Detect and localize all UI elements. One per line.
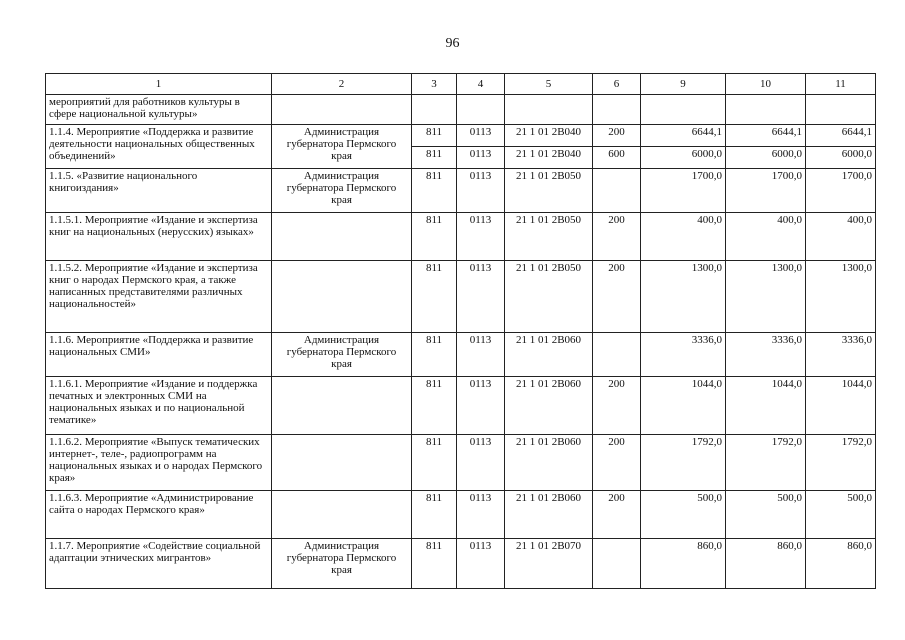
executor: Администрация губернатора Пермского края [272,333,412,377]
table-row [46,333,876,377]
col11-amount: 1044,0 [806,377,876,435]
col9-amount: 1044,0 [641,377,726,435]
col5-target-code: 21 1 01 2В040 [505,147,593,169]
col4-section-code: 0113 [457,213,505,261]
col3-admin-code: 811 [412,491,457,539]
col11-amount: 400,0 [806,213,876,261]
header-cell-5: 5 [505,74,593,95]
col10-amount: 400,0 [726,213,806,261]
col6-expense-type: 200 [593,261,641,333]
col10-amount [726,95,806,125]
col6-expense-type [593,95,641,125]
col11-amount: 860,0 [806,539,876,589]
col9-amount: 500,0 [641,491,726,539]
col5-target-code: 21 1 01 2В050 [505,261,593,333]
col11-amount: 6000,0 [806,147,876,169]
table-row [46,125,876,147]
table-row [46,169,876,213]
col6-expense-type [593,333,641,377]
col9-amount: 400,0 [641,213,726,261]
col5-target-code: 21 1 01 2В050 [505,169,593,213]
header-cell-6: 6 [593,74,641,95]
col10-amount: 1792,0 [726,435,806,491]
col10-amount: 3336,0 [726,333,806,377]
col4-section-code: 0113 [457,261,505,333]
col5-target-code: 21 1 01 2В040 [505,125,593,147]
col3-admin-code: 811 [412,435,457,491]
col6-expense-type: 200 [593,435,641,491]
header-row [46,74,876,95]
activity-name: 1.1.6. Мероприятие «Поддержка и развитие национальных СМИ» [46,333,272,377]
header-cell-1: 1 [46,74,272,95]
col3-admin-code: 811 [412,333,457,377]
col9-amount: 6000,0 [641,147,726,169]
col4-section-code: 0113 [457,377,505,435]
activity-name: 1.1.6.1. Мероприятие «Издание и поддержка печатных и электронных СМИ на национальных языках и по национальной тематике» [46,377,272,435]
col11-amount: 1792,0 [806,435,876,491]
page-number: 96 [445,36,460,51]
activity-name: 1.1.5.2. Мероприятие «Издание и экспертиза книг о народах Пермского края, а также написанных представителями различных национальностей» [46,261,272,333]
activity-name: мероприятий для работников культуры в сфере национальной культуры» [46,95,272,125]
col3-admin-code: 811 [412,169,457,213]
header-cell-4: 4 [457,74,505,95]
col9-amount [641,95,726,125]
col6-expense-type [593,539,641,589]
col4-section-code: 0113 [457,125,505,147]
header-cell-11: 11 [806,74,876,95]
header-cell-10: 10 [726,74,806,95]
budget-table [45,73,876,589]
col3-admin-code: 811 [412,147,457,169]
col9-amount: 1700,0 [641,169,726,213]
table-row [46,95,876,125]
col4-section-code: 0113 [457,539,505,589]
col10-amount: 6644,1 [726,125,806,147]
table-row [46,261,876,333]
col4-section-code: 0113 [457,147,505,169]
col4-section-code: 0113 [457,491,505,539]
col3-admin-code: 811 [412,539,457,589]
col6-expense-type: 200 [593,213,641,261]
table-row [46,213,876,261]
col9-amount: 1792,0 [641,435,726,491]
col11-amount: 1700,0 [806,169,876,213]
executor [272,95,412,125]
col9-amount: 1300,0 [641,261,726,333]
col11-amount: 1300,0 [806,261,876,333]
col9-amount: 3336,0 [641,333,726,377]
col6-expense-type: 600 [593,147,641,169]
activity-name: 1.1.4. Мероприятие «Поддержка и развитие деятельности национальных общественных объединений» [46,125,272,169]
header-cell-2: 2 [272,74,412,95]
col3-admin-code: 811 [412,125,457,147]
activity-name: 1.1.7. Мероприятие «Содействие социальной адаптации этнических мигрантов» [46,539,272,589]
table-row [46,435,876,491]
col10-amount: 1044,0 [726,377,806,435]
col11-amount: 3336,0 [806,333,876,377]
executor [272,213,412,261]
col4-section-code: 0113 [457,435,505,491]
activity-name: 1.1.5.1. Мероприятие «Издание и экспертиза книг на национальных (нерусских) языках» [46,213,272,261]
executor [272,377,412,435]
col5-target-code: 21 1 01 2В070 [505,539,593,589]
col10-amount: 500,0 [726,491,806,539]
col10-amount: 6000,0 [726,147,806,169]
col10-amount: 860,0 [726,539,806,589]
col3-admin-code: 811 [412,261,457,333]
col10-amount: 1700,0 [726,169,806,213]
activity-name: 1.1.6.3. Мероприятие «Администрирование сайта о народах Пермского края» [46,491,272,539]
col5-target-code: 21 1 01 2В060 [505,377,593,435]
col4-section-code [457,95,505,125]
activity-name: 1.1.5. «Развитие национального книгоиздания» [46,169,272,213]
col3-admin-code: 811 [412,213,457,261]
executor [272,491,412,539]
col5-target-code: 21 1 01 2В060 [505,333,593,377]
header-cell-3: 3 [412,74,457,95]
col11-amount: 6644,1 [806,125,876,147]
col11-amount: 500,0 [806,491,876,539]
table-row [46,491,876,539]
col5-target-code: 21 1 01 2В060 [505,491,593,539]
executor: Администрация губернатора Пермского края [272,169,412,213]
col5-target-code: 21 1 01 2В060 [505,435,593,491]
col9-amount: 860,0 [641,539,726,589]
col10-amount: 1300,0 [726,261,806,333]
col4-section-code: 0113 [457,333,505,377]
table-row [46,539,876,589]
executor: Администрация губернатора Пермского края [272,539,412,589]
col5-target-code [505,95,593,125]
col5-target-code: 21 1 01 2В050 [505,213,593,261]
col6-expense-type: 200 [593,377,641,435]
executor [272,261,412,333]
col3-admin-code [412,95,457,125]
header-cell-9: 9 [641,74,726,95]
executor: Администрация губернатора Пермского края [272,125,412,169]
executor [272,435,412,491]
col9-amount: 6644,1 [641,125,726,147]
col6-expense-type [593,169,641,213]
col4-section-code: 0113 [457,169,505,213]
col3-admin-code: 811 [412,377,457,435]
col6-expense-type: 200 [593,125,641,147]
col6-expense-type: 200 [593,491,641,539]
activity-name: 1.1.6.2. Мероприятие «Выпуск тематических интернет-, теле-, радиопрограмм на национальных языках и о народах Пермского края» [46,435,272,491]
table-row [46,377,876,435]
col11-amount [806,95,876,125]
